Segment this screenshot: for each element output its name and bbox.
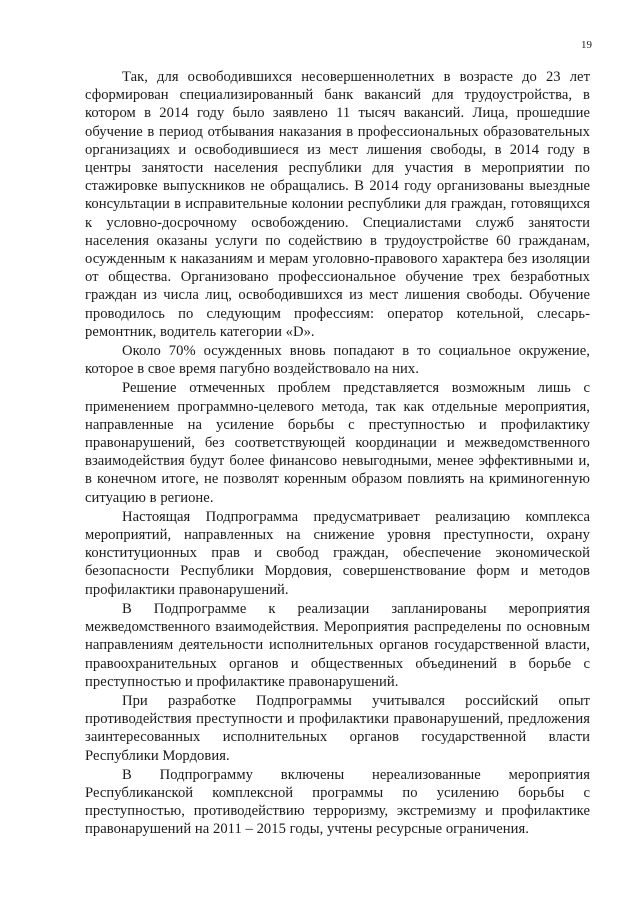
paragraph: В Подпрограмму включены нереализованные мероприятия Республиканской комплексной программы по усилению борьбы с преступностью, противодействию терроризму, экстремизму и профилактике правонарушений на 2011 – 2015 годы, учтены ресурсные ограничения. bbox=[85, 766, 590, 838]
paragraph: Так, для освободившихся несовершеннолетних в возрасте до 23 лет сформирован специализированный банк вакансий для трудоустройства, в котором в 2014 году было заявлено 11 тысяч вакансий. Лица, прошедшие обучение в период отбывания наказания в профессиональных образовательных организациях и освободившиеся из мест лишения свободы, в 2014 году в центры занятости населения республики для участия в мероприятии по стажировке выпускников не обращались. В 2014 году организованы выездные консультации в исправительные колонии республики для граждан, готовящихся к условно-досрочному освобождению. Специалистами служб занятости населения оказаны услуги по содействию в трудоустройстве 60 гражданам, осужденным к наказаниям и мерам уголовно-правового характера без изоляции от общества. Организовано профессиональное обучение трех безработных граждан из числа лиц, освободившихся из мест лишения свободы. Обучение проводилось по следующим профессиям: оператор котельной, слесарь-ремонтник, водитель категории «D». bbox=[85, 69, 590, 340]
document-body bbox=[85, 68, 590, 840]
page-number: 19 bbox=[581, 39, 592, 51]
paragraph: В Подпрограмме к реализации запланированы мероприятия межведомственного взаимодействия. Мероприятия распределены по основным направлениям деятельности исполнительных органов государственной власти, правоохранительных органов и общественных объединений в борьбе с преступностью и профилактике правонарушений. bbox=[85, 600, 590, 690]
paragraph: Решение отмеченных проблем представляется возможным лишь с применением программно-целевого метода, так как отдельные мероприятия, направленные на усиление борьбы с преступностью и профилактику правонарушений, без соответствующей координации и межведомственного взаимодействия будут более финансово невыгодными, менее эффективными и, в конечном итоге, не позволят коренным образом повлиять на криминогенную ситуацию в регионе. bbox=[85, 380, 590, 506]
paragraph: Настоящая Подпрограмма предусматривает реализацию комплекса мероприятий, направленных на снижение уровня преступности, охрану конституционных прав и свобод граждан, обеспечение экономической безопасности Республики Мордовия, совершенствование форм и методов профилактики правонарушений. bbox=[85, 508, 590, 598]
paragraph: При разработке Подпрограммы учитывался российский опыт противодействия преступности и профилактики правонарушений, предложения заинтересованных исполнительных органов государственной власти Республики Мордовия. bbox=[85, 692, 590, 764]
paragraph: Около 70% осужденных вновь попадают в то социальное окружение, которое в свое время пагубно воздействовало на них. bbox=[85, 343, 590, 378]
